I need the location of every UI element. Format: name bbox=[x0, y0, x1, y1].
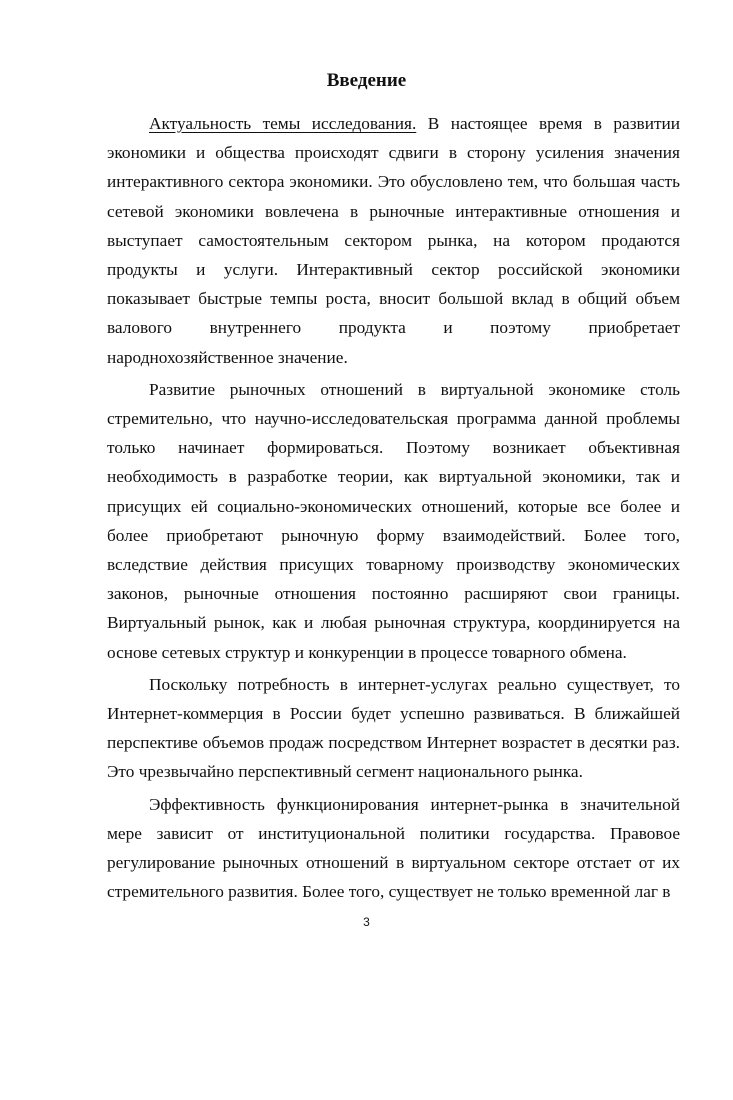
paragraph-internet-commerce: Поскольку потребность в интернет-услугах реально существует, то Интернет-коммерция в России будет успешно развиваться. В ближайшей перспективе объемов продаж посредством Интернет возрастет в десятки раз. Это чрезвычайно перспективный сегмент национального рынка. bbox=[107, 674, 680, 782]
relevance-heading: Актуальность темы исследования. bbox=[149, 114, 417, 133]
paragraph-efficiency: Эффективность функционирования интернет-рынка в значительной мере зависит от институциональной политики государства. Правовое регулирование рыночных отношений в виртуальном секторе отстает от их стремительного развития. Более того, существует не только временной лаг в bbox=[107, 794, 680, 902]
page-number: 3 bbox=[363, 915, 370, 929]
page-title: Введение bbox=[326, 70, 407, 91]
body-text bbox=[107, 109, 680, 909]
paragraph-text: В настоящее время в развитии экономики и общества происходят сдвиги в сторону усиления значения интерактивного сектора экономики. Это обусловлено тем, что большая часть сетевой экономики вовлечена в рыночные интерактивные отношения и выступает самостоятельным сектором рынка, на котором продаются продукты и услуги. Интерактивный сектор российской экономики показывает быстрые темпы роста, вносит большой вклад в общий объем валового внутреннего продукта и поэтому приобретает народнохозяйственное значение. bbox=[107, 114, 681, 367]
paragraph-market-relations: Развитие рыночных отношений в виртуальной экономике столь стремительно, что научно-исследовательская программа данной проблемы только начинает формироваться. Поэтому возникает объективная необходимость в разработке теории, как виртуальной экономики, так и присущих ей социально-экономических отношений, которые все более и более приобретают рыночную форму взаимодействий. Более того, вследствие действия присущих товарному производству экономических законов, рыночные отношения постоянно расширяют свои границы. Виртуальный рынок, как и любая рыночная структура, координируется на основе сетевых структур и конкуренции в процессе товарного обмена. bbox=[107, 379, 680, 662]
paragraph-relevance bbox=[107, 109, 680, 372]
